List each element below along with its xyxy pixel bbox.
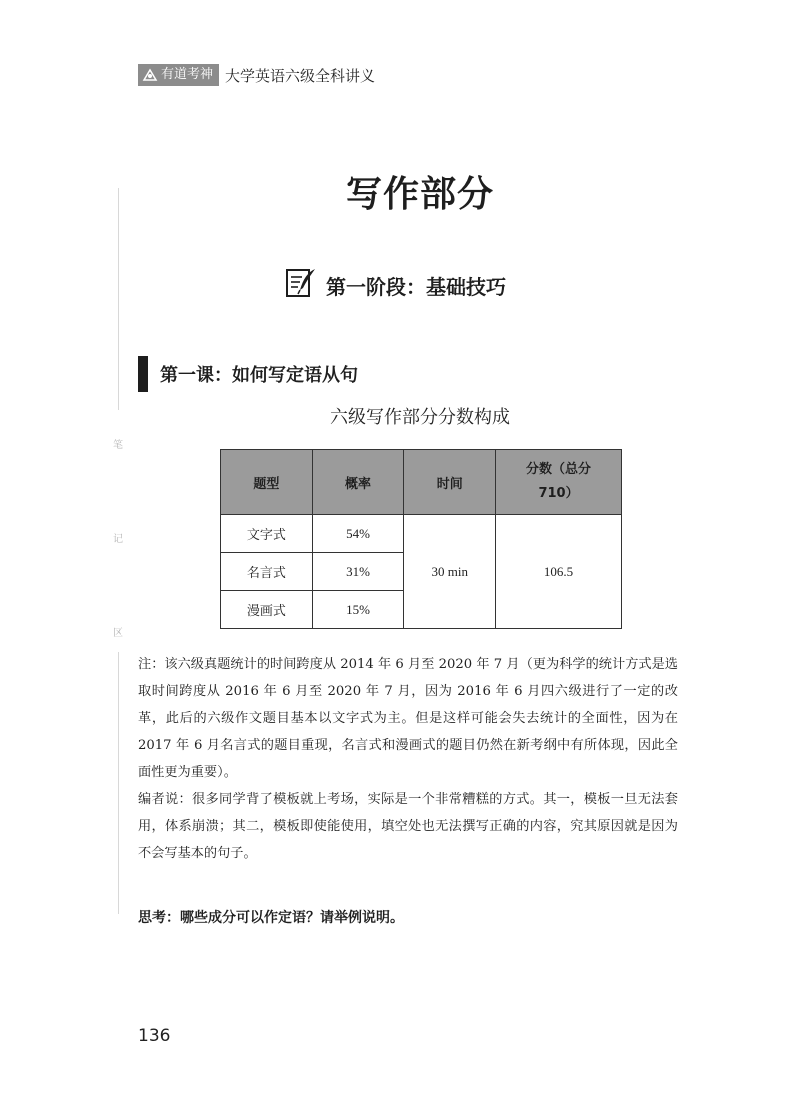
table-cell-time: 30 min	[404, 515, 496, 629]
book-title: 大学英语六级全科讲义	[225, 66, 376, 85]
lesson-heading	[138, 356, 358, 392]
brand-badge	[138, 64, 219, 86]
margin-note-char: 记	[113, 534, 123, 545]
column-header-text: 分数（总分 710）	[526, 462, 592, 501]
page-title: 写作部分	[345, 174, 494, 215]
brand-logo-icon	[142, 68, 158, 82]
column-header: 时间	[404, 450, 496, 515]
margin-divider-bottom	[118, 652, 119, 914]
table-header-row	[221, 450, 622, 515]
column-header: 题型	[221, 450, 313, 515]
table-cell: 31%	[312, 553, 404, 591]
think-question: 思考：哪些成分可以作定语？请举例说明。	[138, 910, 404, 926]
lesson-title: 第一课：如何写定语从句	[160, 365, 358, 386]
lesson-marker-bar	[138, 356, 148, 392]
stage-heading	[284, 266, 506, 304]
margin-note-char: 区	[113, 628, 123, 639]
margin-note-char: 笔	[113, 440, 123, 451]
running-header	[138, 64, 375, 86]
score-table	[220, 449, 622, 629]
table-cell: 15%	[312, 591, 404, 629]
table-cell: 名言式	[221, 553, 313, 591]
table-cell: 54%	[312, 515, 404, 553]
editor-paragraph: 编者说：很多同学背了模板就上考场，实际是一个非常糟糕的方式。其一，模板一旦无法套用，体系崩溃；其二，模板即使能使用，填空处也无法撰写正确的内容，究其原因就是因为不会写基本的句子。	[138, 792, 678, 861]
writing-quill-icon	[284, 266, 318, 304]
column-header	[496, 450, 622, 515]
stage-title: 第一阶段：基础技巧	[326, 274, 506, 299]
table-cell: 文字式	[221, 515, 313, 553]
page-number: 136	[138, 1026, 171, 1046]
note-paragraph: 注：该六级真题统计的时间跨度从 2014 年 6 月至 2020 年 7 月（更为科学的统计方式是选取时间跨度从 2016 年 6 月至 2020 年 7 月，因为 2016 年 6 月四六级进行了一定的改革，此后的六级作文题目基本以文字式为主。但是这样可能会失去统计的全面性，因为在 2017 年 6 月名言式的题目重现，名言式和漫画式的题目仍然在新考纲中有所体现，因此全面性更为重要）。	[138, 657, 678, 780]
column-header: 概率	[312, 450, 404, 515]
margin-divider-top	[118, 188, 119, 410]
table-row	[221, 515, 622, 553]
table-cell: 漫画式	[221, 591, 313, 629]
table-caption: 六级写作部分分数构成	[330, 407, 510, 428]
brand-name: 有道考神	[161, 67, 214, 82]
table-cell-score: 106.5	[496, 515, 622, 629]
